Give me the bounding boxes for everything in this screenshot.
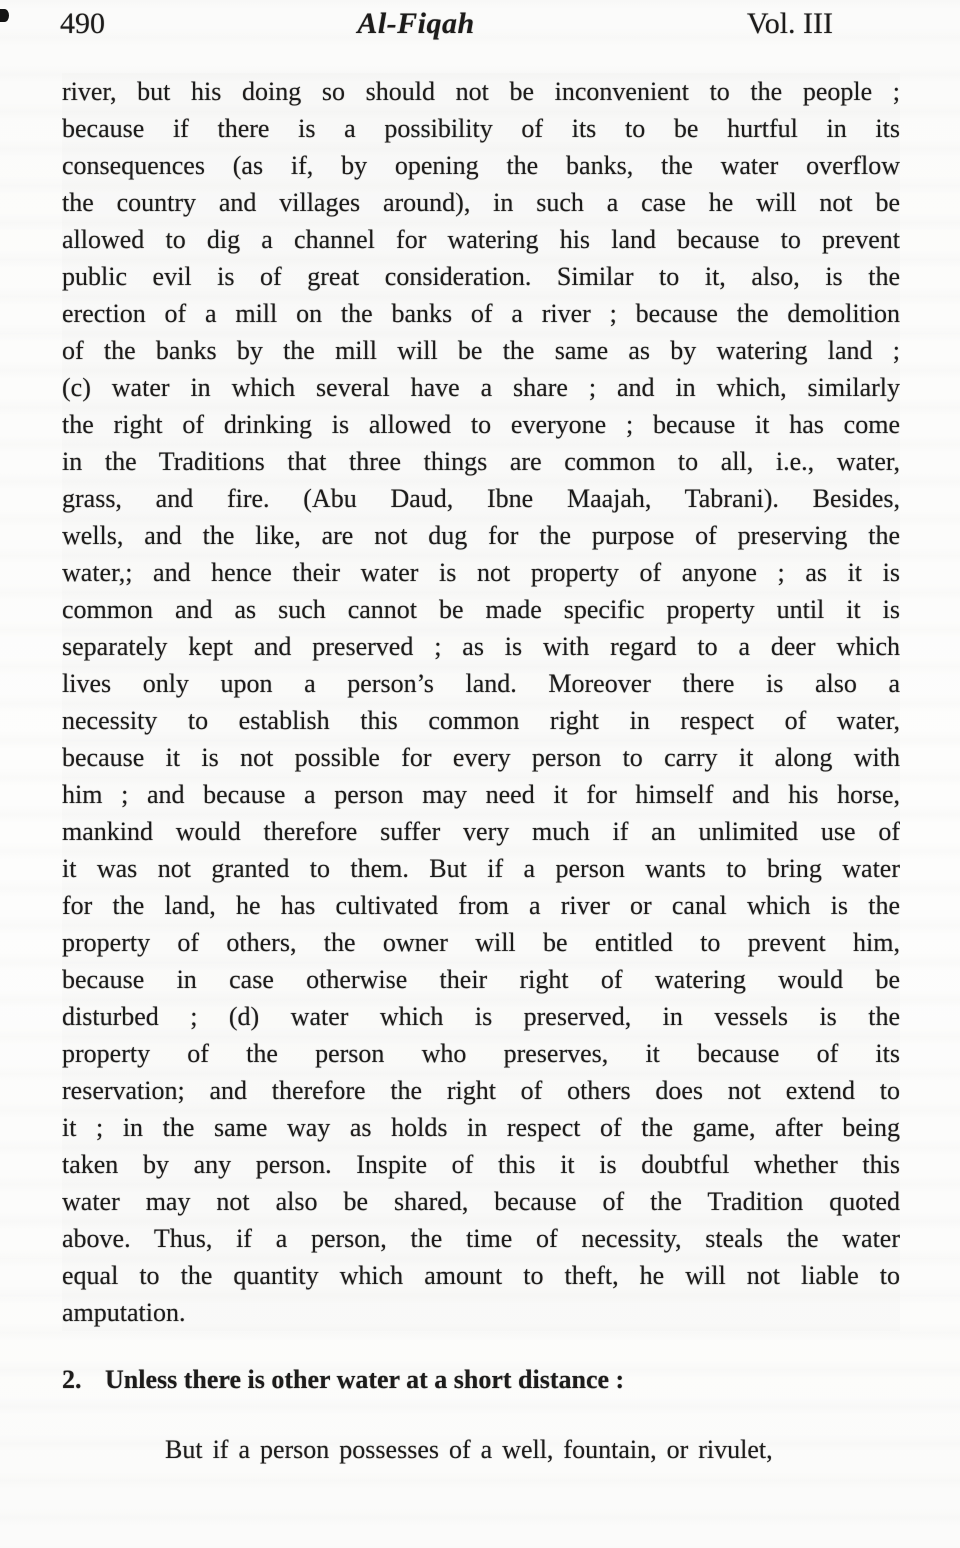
paragraph-first-line: But if a person possesses of a well, fountain, or rivulet, — [165, 1435, 773, 1464]
text-line: water,; and hence their water is not property of anyone ; as it is — [62, 558, 900, 587]
text-line: for the land, he has cultivated from a river or canal which is the — [62, 891, 900, 920]
text-line: grass, and fire. (Abu Daud, Ibne Maajah, Tabrani). Besides, — [62, 484, 900, 513]
body-paragraph — [62, 73, 900, 1331]
text-line: it ; in the same way as holds in respect of the game, after being — [62, 1113, 900, 1142]
page-number: 490 — [60, 7, 105, 40]
text-line: consequences (as if, by opening the banks, the water overflow — [62, 151, 900, 180]
text-line: above. Thus, if a person, the time of necessity, steals the water — [62, 1224, 900, 1253]
text-line: amputation. — [62, 1298, 186, 1327]
volume-label: Vol. III — [746, 7, 833, 40]
text-line: the country and villages around), in such a case he will not be — [62, 188, 900, 217]
text-line: because it is not possible for every person to carry it along with — [62, 743, 900, 772]
text-line: allowed to dig a channel for watering his land because to prevent — [62, 225, 900, 254]
text-line: separately kept and preserved ; as is with regard to a deer which — [62, 632, 900, 661]
text-line: equal to the quantity which amount to theft, he will not liable to — [62, 1261, 900, 1290]
text-line: (c) water in which several have a share ; and in which, similarly — [62, 373, 900, 402]
text-line: river, but his doing so should not be inconvenient to the people ; — [62, 77, 900, 106]
text-line: erection of a mill on the banks of a river ; because the demolition — [62, 299, 900, 328]
section-title: Unless there is other water at a short distance : — [105, 1365, 625, 1394]
book-title: Al-Fiqah — [357, 7, 475, 40]
text-line: necessity to establish this common right in respect of water, — [62, 706, 900, 735]
section-number: 2. — [62, 1365, 82, 1394]
section-heading — [62, 1361, 900, 1398]
text-line: taken by any person. Inspite of this it is doubtful whether this — [62, 1150, 900, 1179]
text-line: him ; and because a person may need it for himself and his horse, — [62, 780, 900, 809]
text-line: the right of drinking is allowed to everyone ; because it has come — [62, 410, 900, 439]
text-line: property of others, the owner will be entitled to prevent him, — [62, 928, 900, 957]
text-line: public evil is of great consideration. Similar to it, also, is the — [62, 262, 900, 291]
text-line: it was not granted to them. But if a person wants to bring water — [62, 854, 900, 883]
text-line: reservation; and therefore the right of others does not extend to — [62, 1076, 900, 1105]
text-line: because in case otherwise their right of watering would be — [62, 965, 900, 994]
text-line: because if there is a possibility of its to be hurtful in its — [62, 114, 900, 143]
text-line: water may not also be shared, because of the Tradition quoted — [62, 1187, 900, 1216]
text-line: mankind would therefore suffer very much if an unlimited use of — [62, 817, 900, 846]
text-line: wells, and the like, are not dug for the purpose of preserving the — [62, 521, 900, 550]
page-header — [0, 6, 960, 42]
text-line: lives only upon a person’s land. Moreover there is also a — [62, 669, 900, 698]
text-line: of the banks by the mill will be the same as by watering land ; — [62, 336, 900, 365]
text-line: disturbed ; (d) water which is preserved, in vessels is the — [62, 1002, 900, 1031]
text-line: in the Traditions that three things are common to all, i.e., water, — [62, 447, 900, 476]
text-line: common and as such cannot be made specific property until it is — [62, 595, 900, 624]
text-line: property of the person who preserves, it because of its — [62, 1039, 900, 1068]
